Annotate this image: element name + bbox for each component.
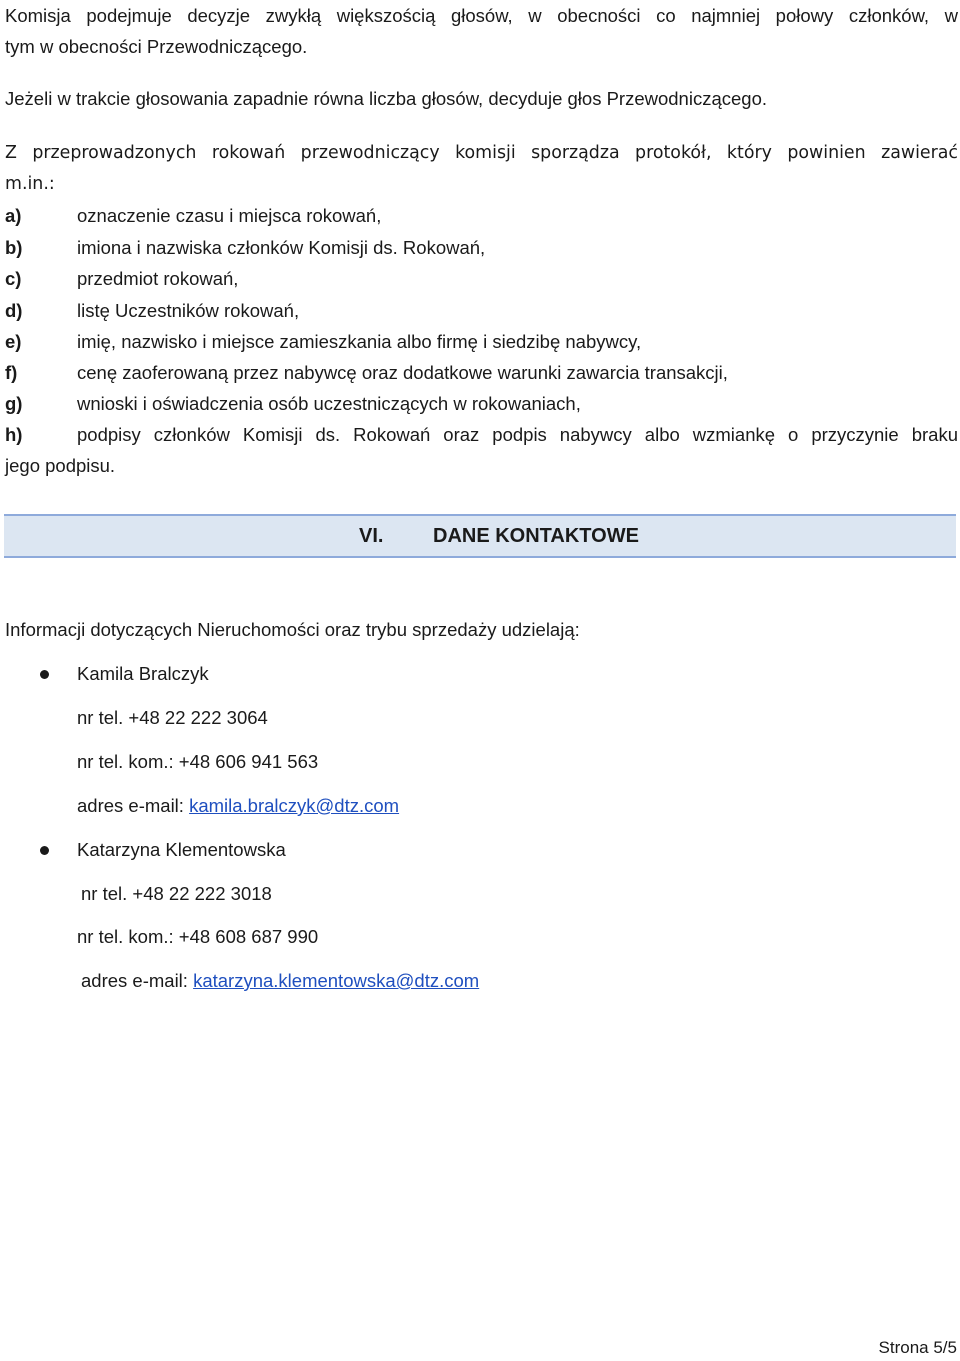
list-item [5, 357, 958, 388]
list-item-label: b) [5, 237, 23, 258]
contact-email-row [77, 791, 399, 821]
contact-name: Kamila Bralczyk [77, 663, 209, 684]
list-item-label: c) [5, 268, 22, 289]
section-number: VI. [359, 525, 384, 547]
list-item-text: cenę zaoferowaną przez nabywcę oraz dodatkowe warunki zawarcia transakcji, [77, 362, 728, 383]
contact-email-label: adres e-mail: [81, 970, 194, 991]
list-item-label: g) [5, 393, 23, 414]
list-item [5, 295, 958, 326]
list-item-text: oznaczenie czasu i miejsca rokowań, [77, 205, 382, 226]
list-item [5, 326, 958, 357]
contact-mobile: nr tel. kom.: +48 606 941 563 [77, 751, 319, 772]
list-item-label: e) [5, 331, 22, 352]
paragraph-voting-rule-line1: Komisja podejmuje decyzje zwykłą większością głosów, w obecności co najmniej połowy członków, w [5, 5, 958, 26]
list-item [5, 232, 958, 263]
section-header [4, 514, 956, 558]
list-item [5, 388, 958, 419]
contact-mobile: nr tel. kom.: +48 608 687 990 [77, 926, 319, 947]
paragraph-protocol-intro-line1: Z przeprowadzonych rokowań przewodniczący komisji sporządza protokół, który powinien zawierać [5, 143, 958, 163]
page-number: Strona 5/5 [878, 1338, 957, 1357]
list-item-text: przedmiot rokowań, [77, 268, 239, 289]
list-item [5, 419, 958, 450]
list-item [5, 263, 958, 294]
list-item-label: a) [5, 205, 22, 226]
contact-name: Katarzyna Klementowska [77, 839, 286, 860]
section-title: DANE KONTAKTOWE [433, 525, 639, 547]
contact-email-link[interactable]: kamila.bralczyk@dtz.com [189, 795, 400, 816]
paragraph-tie-rule: Jeżeli w trakcie głosowania zapadnie równa liczba głosów, decyduje głos Przewodniczącego. [5, 88, 768, 109]
contact-email-label: adres e-mail: [77, 795, 190, 816]
contact-phone: nr tel. +48 22 222 3064 [77, 707, 268, 728]
list-item-label: f) [5, 362, 18, 383]
list-item [5, 200, 958, 231]
bullet-icon [40, 846, 49, 855]
paragraph-voting-rule-line2: tym w obecności Przewodniczącego. [5, 36, 308, 57]
paragraph-protocol-intro-line2: m.in.: [5, 174, 55, 194]
bullet-icon [40, 670, 49, 679]
list-item-text: imiona i nazwiska członków Komisji ds. Rokowań, [77, 237, 486, 258]
list-item-text: imię, nazwisko i miejsce zamieszkania albo firmę i siedzibę nabywcy, [77, 331, 642, 352]
contacts-intro: Informacji dotyczących Nieruchomości oraz trybu sprzedaży udzielają: [5, 619, 580, 640]
list-item-text: podpisy członków Komisji ds. Rokowań oraz podpis nabywcy albo wzmiankę o przyczynie braku [77, 424, 958, 445]
contact-phone: nr tel. +48 22 222 3018 [81, 883, 272, 904]
list-item-label: d) [5, 300, 23, 321]
list-item-continuation: jego podpisu. [5, 455, 116, 476]
contact-email-link[interactable]: katarzyna.klementowska@dtz.com [193, 970, 480, 991]
list-item-text: listę Uczestników rokowań, [77, 300, 300, 321]
list-item-label: h) [5, 424, 23, 445]
list-item-text: wnioski i oświadczenia osób uczestniczących w rokowaniach, [77, 393, 581, 414]
contact-email-row [81, 966, 479, 996]
